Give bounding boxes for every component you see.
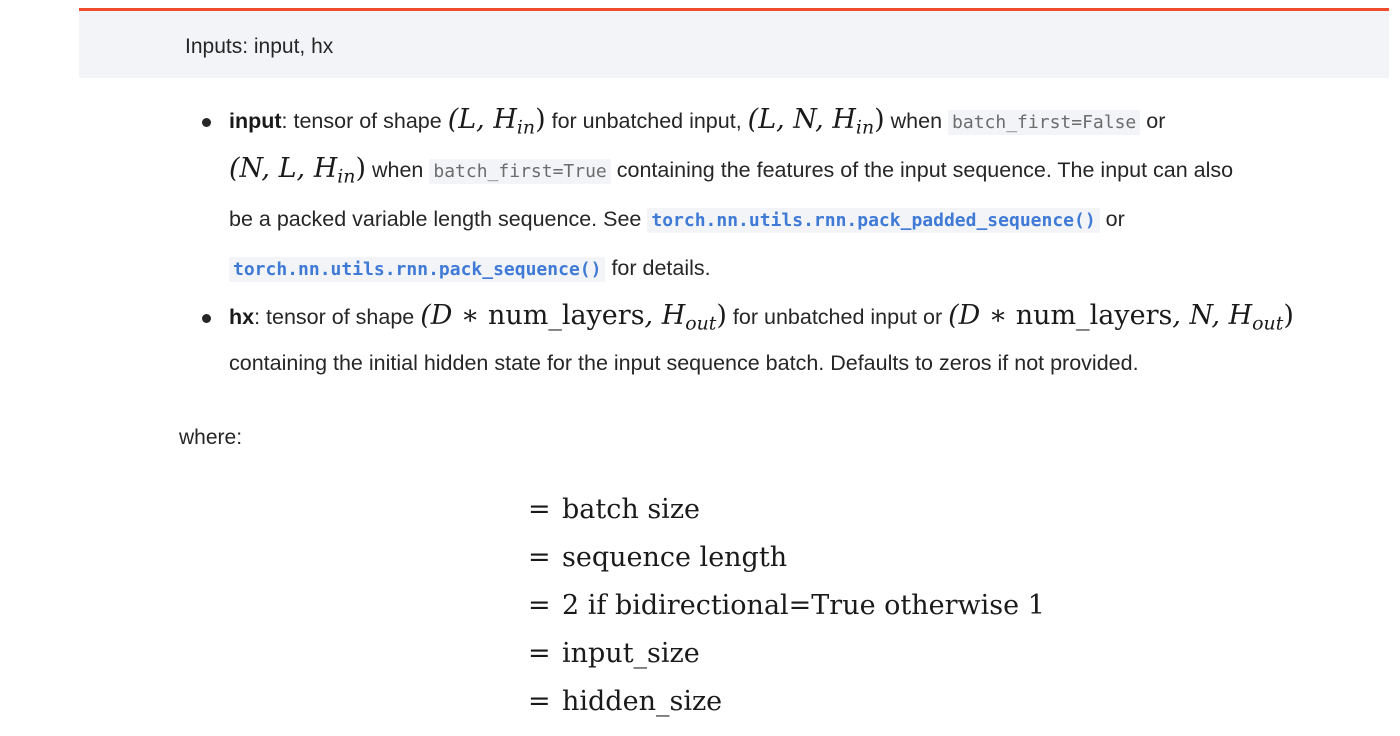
bullet-dot xyxy=(202,118,211,127)
input-line-4: torch.nn.utils.rnn.pack_sequence() for details. xyxy=(229,253,711,285)
shape-batched: (L, N, $H_{in}$) xyxy=(747,104,885,139)
hx-line-2: containing the initial hidden state for the input sequence batch. Defaults to zeros if not provided. xyxy=(229,351,1139,375)
param-name-input: input xyxy=(229,109,282,133)
param-name-hx: hx xyxy=(229,305,255,329)
shape-unbatched: (L, $H_{in}$) xyxy=(447,104,546,139)
shape-batch-first: (N, L, $H_{in}$) xyxy=(229,153,367,188)
link-pack-padded-sequence[interactable]: torch.nn.utils.rnn.pack_padded_sequence() xyxy=(647,208,1099,233)
code-batch-first-true: batch_first=True xyxy=(429,159,610,184)
hx-shape-batched: (D ∗ num_layers, N, $H_{out}$) xyxy=(948,300,1294,335)
bullet-dot xyxy=(202,314,211,323)
input-line-2: (N, L, $H_{in}$) when batch_first=True containing the features of the input sequence. The input can also xyxy=(229,153,1234,188)
code-batch-first-false: batch_first=False xyxy=(948,110,1140,135)
input-line-1: input: tensor of shape (L, $H_{in}$) for unbatched input, (L, N, $H_{in}$) when batch_first=False or xyxy=(229,104,1166,139)
link-pack-sequence[interactable]: torch.nn.utils.rnn.pack_sequence() xyxy=(229,257,605,282)
inputs-header-panel xyxy=(79,8,1389,78)
hx-line-1: hx: tensor of shape (D ∗ num_layers, $H_{out}$) for unbatched input or (D ∗ num_layers, N, $H_{out}$) xyxy=(229,300,1294,335)
hx-shape-unbatched: (D ∗ num_layers, $H_{out}$) xyxy=(420,300,727,335)
inputs-header-title: Inputs: input, hx xyxy=(185,35,334,58)
input-line-3: be a packed variable length sequence. See torch.nn.utils.rnn.pack_padded_sequence() or xyxy=(229,207,1125,231)
where-label: where: xyxy=(179,426,243,449)
